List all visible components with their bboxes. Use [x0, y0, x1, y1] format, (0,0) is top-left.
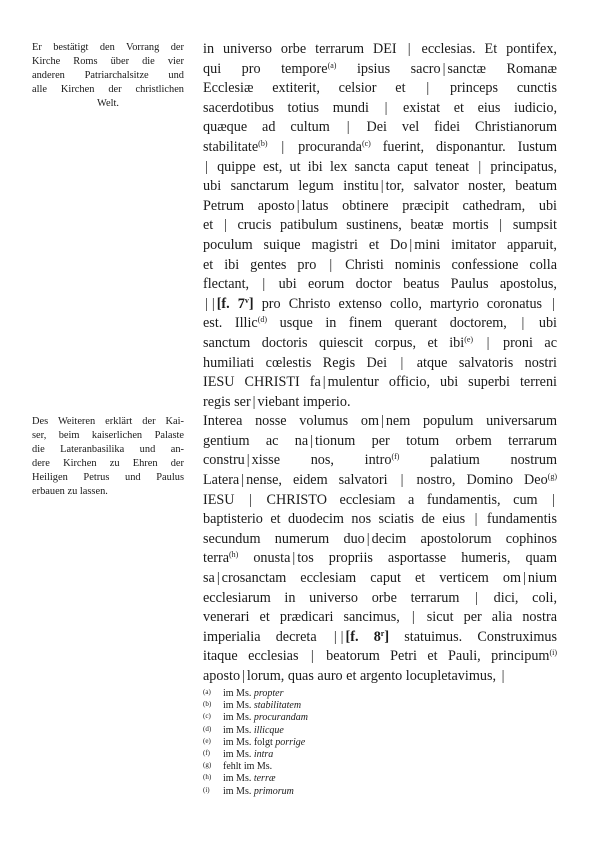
- sidenote-1: [32, 41, 184, 111]
- footnote-text-run: im Ms.: [223, 749, 254, 761]
- text-run: regis ser: [203, 393, 251, 410]
- footnote-italic: terræ: [253, 773, 276, 785]
- text-run: Dei vel fidei Christianorum: [351, 119, 557, 136]
- text-line: [203, 412, 557, 432]
- text-run: stabilitate: [203, 138, 259, 155]
- line-break-marker: |: [522, 570, 526, 587]
- footnote-mark: (i): [203, 785, 210, 794]
- footnote: [203, 749, 403, 761]
- text-run: lorum, quas auro et argento locupletavimus,: [246, 668, 500, 684]
- line-break-marker: |: [329, 256, 333, 273]
- text-run: [473, 335, 485, 351]
- text-run: flectant,: [203, 276, 261, 293]
- line-break-marker: |: [310, 432, 314, 449]
- footnote: [203, 786, 403, 798]
- line-break-marker: |: [499, 217, 503, 234]
- text-run: principatus,: [483, 158, 557, 175]
- footnote-mark: (g): [203, 761, 212, 770]
- text-line: [203, 334, 557, 354]
- text-run: imperialia decreta: [203, 628, 332, 645]
- line-break-marker: |: [292, 550, 296, 567]
- line-break-marker: |: [442, 60, 446, 77]
- text-line: [203, 79, 557, 99]
- text-run: humiliati cœlestis Regis Dei: [203, 354, 399, 371]
- footnote-mark: (d): [203, 724, 212, 733]
- footnote-text-run: im Ms.: [223, 688, 254, 699]
- footnote-ref: r: [380, 628, 385, 638]
- line-break-marker: |: [411, 609, 415, 626]
- footnote-ref: (c): [361, 138, 371, 148]
- footnote-text: [223, 761, 272, 773]
- line-break-marker: |: [205, 158, 208, 175]
- text-run: sanctæ Romanæ: [447, 60, 557, 77]
- text-line: [203, 647, 557, 667]
- text-run: quippe est, ut ibi lex sancta caput teneat: [209, 158, 477, 175]
- text-line: [203, 99, 557, 119]
- sidenote-line: Des Weiteren erklärt der Kai-: [32, 416, 184, 427]
- text-run: nostro, Domino Deo: [405, 472, 548, 489]
- text-line: [203, 40, 557, 60]
- footnote-text: [223, 700, 301, 712]
- text-run: ubi sanctarum legum institu: [203, 178, 379, 195]
- footnote-text-run: im Ms.: [223, 700, 254, 712]
- text-run: venerari et prædicari sancimus,: [203, 609, 410, 626]
- text-run: xisse nos, intro: [251, 452, 392, 469]
- line-break-marker: |: [409, 236, 413, 253]
- text-run: tor, salvator noster, beatum: [385, 178, 557, 195]
- text-run: ecclesiarum in universo orbe terrarum: [203, 589, 474, 606]
- text-run: nense, eidem salvatori: [246, 472, 399, 489]
- text-run: est. Illic: [203, 315, 258, 332]
- text-line: [203, 197, 557, 217]
- line-break-marker: |: [407, 41, 411, 57]
- text-run: poculum suique magistri et Do: [203, 236, 408, 253]
- footnote-text: [223, 712, 308, 724]
- text-run: palatium nostrum: [399, 452, 557, 469]
- text-run: Interea nosse volumus om: [203, 413, 379, 430]
- footnote-mark: (b): [203, 700, 212, 709]
- footnote: [203, 737, 403, 749]
- text-run: aposto: [203, 668, 241, 684]
- line-break-marker: |: [400, 354, 404, 371]
- footnote-ref: (e): [464, 334, 474, 344]
- line-break-marker: |: [340, 628, 344, 645]
- text-run: Christi nominis confessione colla: [334, 256, 557, 273]
- footnote-text: [223, 688, 283, 700]
- text-run: baptisterio et duodecim nos sciatis de eius: [203, 511, 473, 528]
- folio-marker: [f. 8$^r$: [345, 628, 385, 645]
- text-line: [203, 549, 557, 569]
- footnote: [203, 700, 403, 712]
- line-break-marker: |: [333, 628, 337, 645]
- line-break-marker: |: [223, 217, 227, 234]
- text-line: [203, 510, 557, 530]
- main-text: [203, 40, 557, 687]
- line-break-marker: |: [241, 472, 245, 489]
- line-break-marker: |: [552, 491, 555, 508]
- folio-marker-close: ]: [384, 628, 390, 645]
- line-break-marker: |: [252, 393, 256, 410]
- text-line: [203, 530, 557, 550]
- footnote: [203, 761, 403, 773]
- text-run: sumpsit: [504, 217, 557, 234]
- text-run: Petrum aposto: [203, 197, 295, 214]
- line-break-marker: |: [400, 472, 404, 489]
- text-line: [203, 138, 557, 158]
- footnote-text-run: im Ms. folgt: [223, 736, 276, 748]
- line-break-marker: |: [211, 295, 215, 312]
- footnote-mark: (e): [203, 736, 211, 745]
- footnote-italic: illicque: [253, 724, 284, 736]
- text-run: atque salvatoris nostri: [405, 354, 557, 371]
- text-run: et ibi gentes pro: [203, 256, 328, 273]
- sidenote-line: erbauen zu lassen.: [32, 486, 108, 497]
- line-break-marker: |: [346, 119, 350, 136]
- text-run: tionum per totum orbem terrarum: [315, 432, 557, 449]
- folio-marker: [f. 7$^v$: [216, 295, 249, 312]
- text-run: qui pro tempore: [203, 60, 328, 77]
- footnote-mark: (c): [203, 712, 211, 721]
- text-run: Latera: [203, 472, 240, 489]
- footnote: [203, 725, 403, 737]
- text-run: tos propriis asportasse humeris, quam: [297, 550, 557, 567]
- text-line: [203, 451, 557, 471]
- footnote-italic: primorum: [253, 785, 294, 797]
- footnote-mark: (h): [203, 773, 212, 782]
- text-run: onusta: [238, 550, 291, 567]
- footnote-text: [223, 737, 305, 749]
- text-run: statuimus. Construximus: [389, 628, 557, 645]
- footnote-ref: v: [244, 295, 249, 305]
- text-line: [203, 491, 557, 511]
- footnote-mark: (f): [203, 749, 210, 758]
- text-run: sacerdotibus totius mundi: [203, 99, 383, 116]
- text-line: [203, 314, 557, 334]
- text-line: [203, 177, 557, 197]
- line-break-marker: |: [281, 138, 285, 155]
- footnote-ref: (g): [547, 472, 557, 482]
- text-line: [203, 158, 557, 178]
- line-break-marker: |: [216, 570, 220, 587]
- sidenote-line: Welt.: [97, 98, 119, 109]
- text-line: [203, 608, 557, 628]
- text-run: ubi: [526, 315, 557, 332]
- footnote-text: [223, 749, 273, 761]
- footnote-ref: (i): [549, 648, 557, 658]
- sidenote-2: [32, 415, 184, 499]
- footnote-italic: intra: [253, 749, 274, 761]
- line-break-marker: |: [310, 648, 314, 665]
- text-run: ubi eorum doctor beatus Paulus apostolus,: [267, 276, 557, 293]
- text-line: [203, 256, 557, 276]
- footnote-ref: (f): [391, 452, 400, 462]
- sidenote-line: Kirche Roms über die vier: [32, 56, 184, 67]
- text-line: [203, 628, 557, 648]
- text-run: dici, coli,: [479, 589, 557, 606]
- text-run: IESU CHRISTI fa: [203, 374, 321, 391]
- text-line: [203, 569, 557, 589]
- text-run: decim apostolorum cophinos: [371, 530, 557, 547]
- text-line: [203, 60, 557, 80]
- line-break-marker: |: [205, 295, 208, 312]
- text-run: crucis patibulum sustinens, beatæ mortis: [228, 217, 498, 234]
- text-run: IESU: [203, 491, 248, 508]
- line-break-marker: |: [521, 315, 525, 332]
- sidenote-line: dere Kirchen zu Ehren der: [32, 458, 184, 469]
- footnote: [203, 712, 403, 724]
- footnote-text-run: im Ms.: [223, 724, 254, 736]
- text-run: itaque ecclesias: [203, 648, 309, 665]
- text-run: [268, 139, 280, 155]
- line-break-marker: |: [262, 276, 266, 293]
- text-run: sa: [203, 570, 215, 587]
- text-line: [203, 118, 557, 138]
- text-run: mini imitator apparuit,: [414, 236, 557, 253]
- text-run: fuerint, disponantur. Iustum: [370, 138, 557, 155]
- footnote-text: [223, 725, 284, 737]
- text-run: ecclesias. Et pontifex,: [412, 41, 557, 57]
- text-run: usque in finem querant doctorem,: [267, 315, 520, 332]
- line-break-marker: |: [486, 334, 490, 351]
- footnote-ref: (b): [258, 138, 268, 148]
- text-line: [203, 275, 557, 295]
- line-break-marker: |: [474, 511, 478, 528]
- text-run: nem populum universarum: [385, 413, 557, 430]
- line-break-marker: |: [501, 668, 505, 684]
- text-run: constru: [203, 452, 245, 469]
- text-line: [203, 393, 557, 413]
- text-line: [203, 216, 557, 236]
- line-break-marker: |: [380, 178, 384, 195]
- folio-marker-close: ]: [248, 295, 254, 312]
- text-line: [203, 373, 557, 393]
- text-run: nium: [527, 570, 557, 587]
- text-run: latus obtinere præcipit cathedram, ubi: [301, 197, 557, 214]
- sidenote-line: die Lateranbasilika und an-: [32, 444, 184, 455]
- text-run: CHRISTO ecclesiam a fundamentis, cum: [253, 491, 551, 508]
- footnote-text-run: fehlt im Ms.: [223, 761, 273, 773]
- line-break-marker: |: [296, 197, 300, 214]
- line-break-marker: |: [380, 413, 384, 430]
- text-run: sanctum doctoris quiescit corpus, et ibi: [203, 334, 465, 351]
- line-break-marker: |: [366, 530, 370, 547]
- sidenote-line: Heiligen Petrus und Paulus: [32, 472, 184, 483]
- footnote-italic: procurandam: [253, 712, 308, 724]
- text-line: [203, 295, 557, 315]
- text-run: sicut per alia nostra: [416, 609, 557, 626]
- text-line: [203, 667, 557, 687]
- text-run: beatorum Petri et Pauli, principum: [315, 648, 550, 665]
- text-run: mulentur officio, ubi superbi terreni: [327, 374, 557, 391]
- line-break-marker: |: [249, 491, 252, 508]
- text-run: terra: [203, 550, 229, 567]
- footnote-text-run: im Ms.: [223, 773, 254, 785]
- footnote-italic: stabilitatem: [253, 700, 302, 712]
- text-line: [203, 589, 557, 609]
- text-run: viebant imperio.: [257, 393, 351, 410]
- text-run: secundum numerum duo: [203, 530, 365, 547]
- line-break-marker: |: [426, 80, 430, 97]
- footnote-text-run: im Ms.: [223, 785, 254, 797]
- footnote: [203, 688, 403, 700]
- text-run: in universo orbe terrarum DEI: [203, 41, 406, 57]
- footnote-ref: (h): [229, 550, 239, 560]
- sidenote-line: anderen Patriarchalsitze und: [32, 70, 184, 81]
- line-break-marker: |: [384, 99, 388, 116]
- line-break-marker: |: [478, 158, 482, 175]
- line-break-marker: |: [246, 452, 250, 469]
- footnote-text: [223, 773, 276, 785]
- text-run: fundamentis: [479, 511, 557, 528]
- footnote-italic: porrige: [275, 736, 306, 748]
- footnotes: [203, 688, 403, 798]
- line-break-marker: |: [475, 589, 478, 606]
- footnote-text-run: im Ms.: [223, 712, 254, 724]
- footnote-ref: (a): [327, 60, 337, 70]
- text-run: existat et eius iudicio,: [389, 99, 557, 116]
- text-run: ipsius sacro: [336, 60, 441, 77]
- line-break-marker: |: [242, 668, 245, 684]
- footnote-ref: (d): [257, 315, 268, 325]
- text-run: procuranda: [286, 138, 362, 155]
- text-run: gentium ac na: [203, 432, 309, 449]
- line-break-marker: |: [322, 374, 326, 391]
- text-line: [203, 471, 557, 491]
- sidenote-line: ser, beim kaiserlichen Palaste: [32, 430, 184, 441]
- sidenote-line: Er bestätigt den Vorrang der: [32, 42, 184, 53]
- text-run: Ecclesiæ extiterit, celsior et: [203, 80, 425, 97]
- text-run: proni ac: [491, 334, 557, 351]
- text-line: [203, 236, 557, 256]
- text-run: quæque ad cultum: [203, 119, 345, 136]
- sidenote-line: alle Kirchen der christlichen: [32, 84, 184, 95]
- footnote: [203, 773, 403, 785]
- text-line: [203, 432, 557, 452]
- text-run: crosanctam ecclesiam caput et verticem om: [221, 570, 521, 587]
- footnote-text: [223, 786, 294, 798]
- text-run: pro Christo extenso collo, martyrio coronatus: [253, 295, 551, 312]
- text-run: princeps cunctis: [431, 80, 557, 97]
- text-line: [203, 354, 557, 374]
- footnote-mark: (a): [203, 688, 211, 696]
- text-run: et: [203, 217, 222, 234]
- footnote-italic: propter: [253, 688, 284, 699]
- line-break-marker: |: [552, 295, 555, 312]
